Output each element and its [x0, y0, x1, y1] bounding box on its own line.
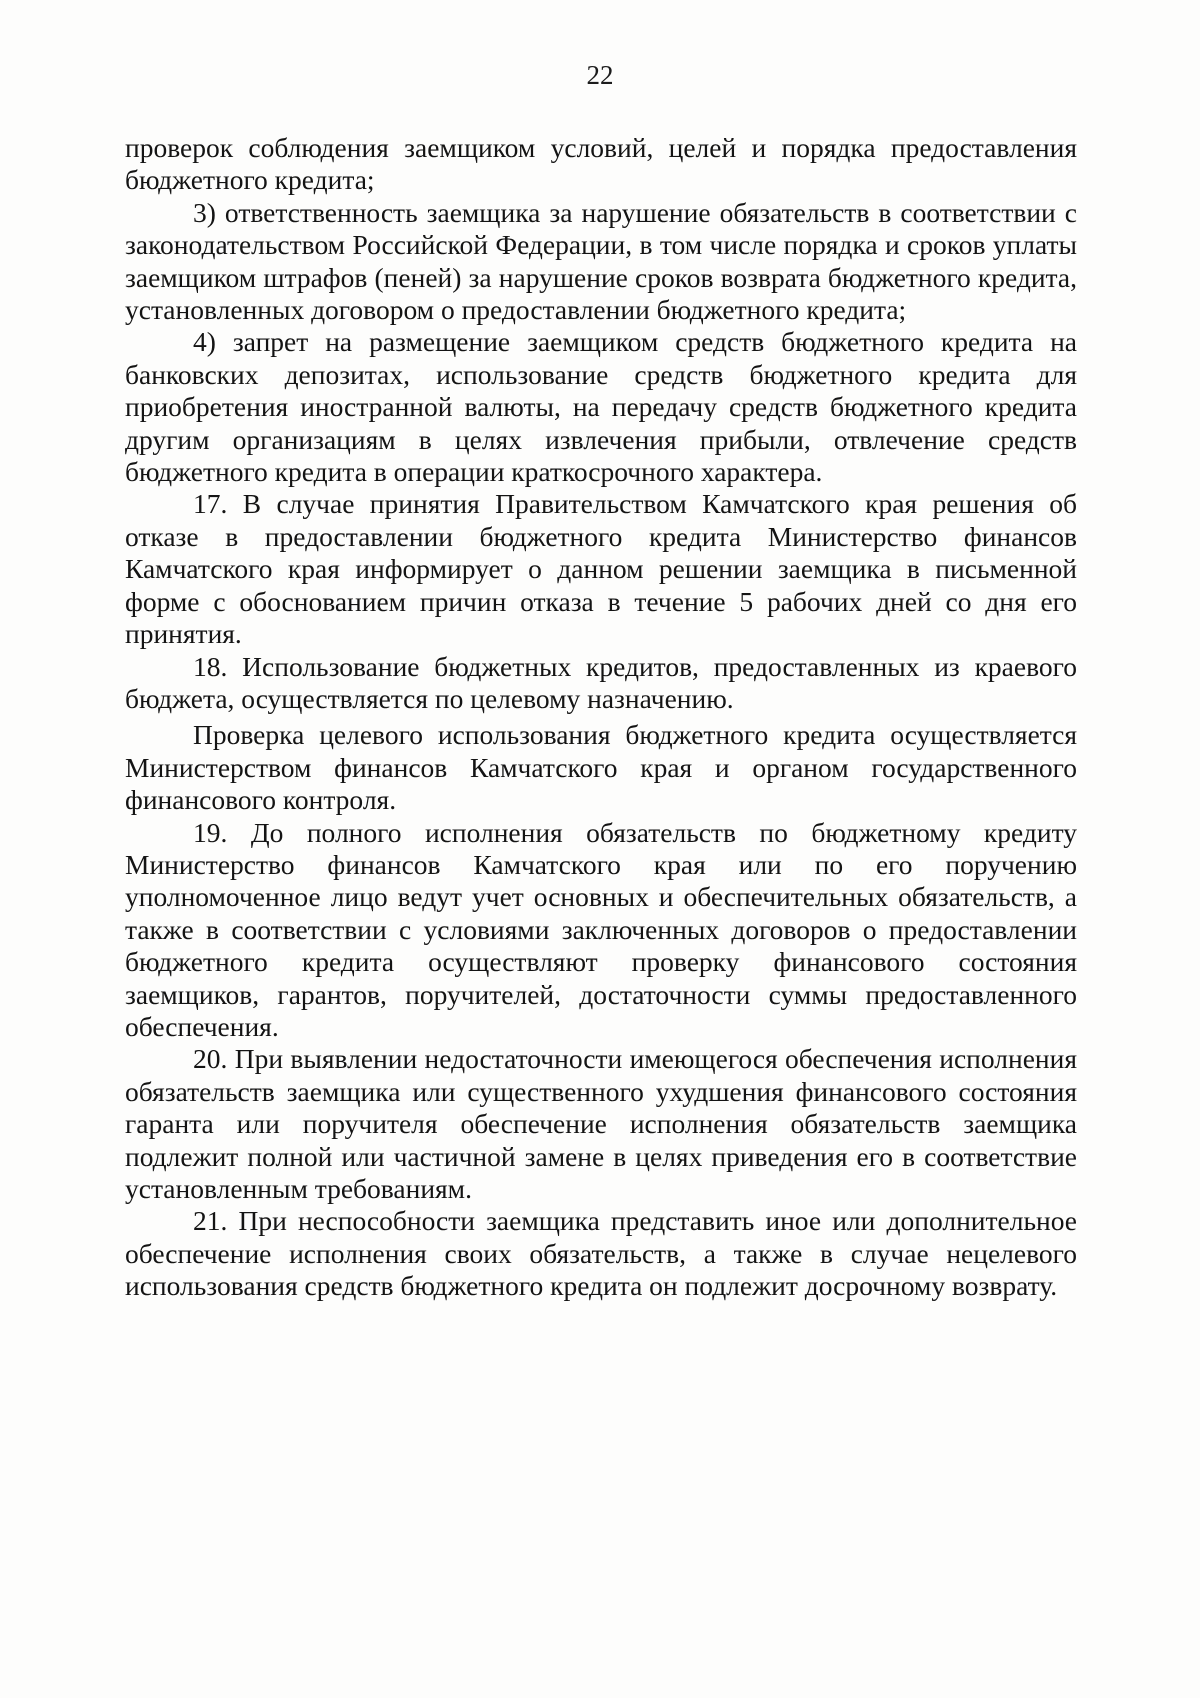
document-body [125, 132, 1077, 1303]
paragraph-clause-18: 18. Использование бюджетных кредитов, предоставленных из краевого бюджета, осуществляется по целевому назначению. [125, 650, 1077, 714]
page-number: 22 [586, 60, 614, 90]
paragraph-item-3: 3) ответственность заемщика за нарушение обязательств в соответствии с законодательством Российской Федерации, в том числе порядка и сроков уплаты заемщиком штрафов (пеней) за нарушение сроков возврата бюджетного кредита, установленных договором о предоставлении бюджетного кредита; [125, 196, 1077, 326]
paragraph-item-4: 4) запрет на размещение заемщиком средств бюджетного кредита на банковских депозитах, использование средств бюджетного кредита для приобретения иностранной валюты, на передачу средств бюджетного кредита другим организациям в целях извлечения прибыли, отвлечение средств бюджетного кредита в операции краткосрочного характера. [125, 326, 1077, 488]
paragraph-clause-17: 17. В случае принятия Правительством Камчатского края решения об отказе в предоставлении бюджетного кредита Министерство финансов Камчатского края информирует о данном решении заемщика в письменной форме с обоснованием причин отказа в течение 5 рабочих дней со дня его принятия. [125, 488, 1077, 650]
paragraph-clause-19: 19. До полного исполнения обязательств по бюджетному кредиту Министерство финансов Камчатского края или по его поручению уполномоченное лицо ведут учет основных и обеспечительных обязательств, а также в соответствии с условиями заключенных договоров о предоставлении бюджетного кредита осуществляют проверку финансового состояния заемщиков, гарантов, поручителей, достаточности суммы предоставленного обеспечения. [125, 816, 1077, 1042]
paragraph-continuation: проверок соблюдения заемщиком условий, целей и порядка предоставления бюджетного кредита; [125, 132, 1077, 196]
paragraph-clause-18-check: Проверка целевого использования бюджетного кредита осуществляется Министерством финансов Камчатского края и органом государственного финансового контроля. [125, 719, 1077, 816]
paragraph-clause-20: 20. При выявлении недостаточности имеющегося обеспечения исполнения обязательств заемщика или существенного ухудшения финансового состояния гаранта или поручителя обеспечение исполнения обязательств заемщика подлежит полной или частичной замене в целях приведения его в соответствие установленным требованиям. [125, 1043, 1077, 1204]
paragraph-clause-21: 21. При неспособности заемщика представить иное или дополнительное обеспечение исполнения своих обязательств, а также в случае нецелевого использования средств бюджетного кредита он подлежит досрочному возврату. [125, 1205, 1077, 1302]
